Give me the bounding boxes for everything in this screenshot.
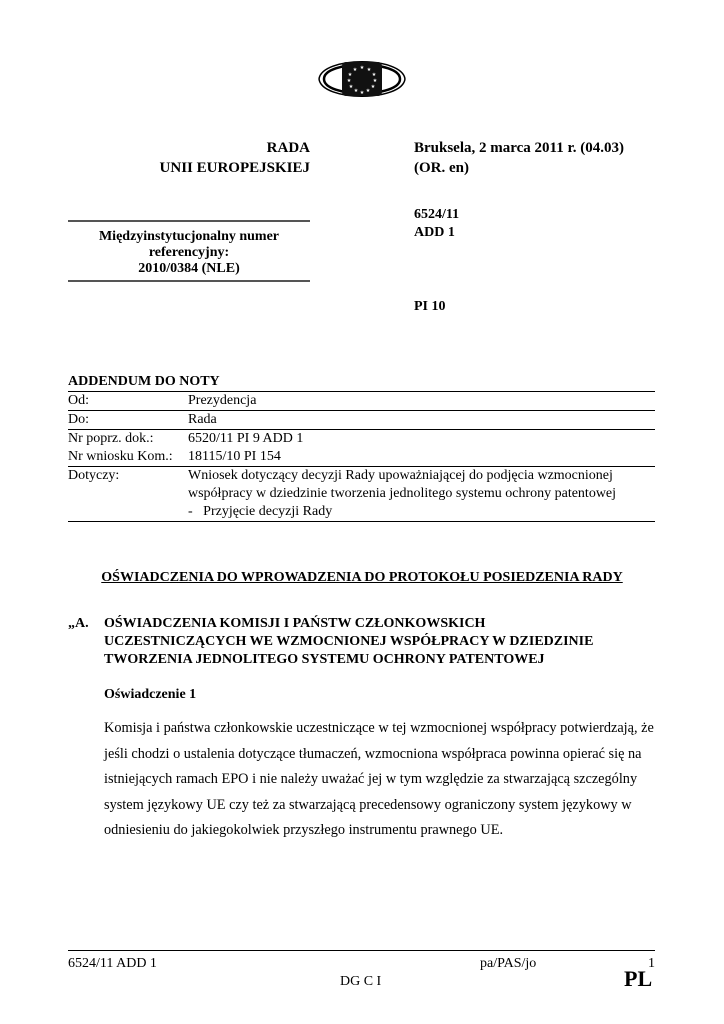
svg-text:★: ★ [365, 88, 371, 94]
interinst-line-1: Międzyinstytucjonalny numer [98, 229, 280, 244]
table-row [68, 392, 655, 411]
svg-text:★: ★ [370, 84, 376, 90]
svg-text:★: ★ [348, 84, 354, 90]
row-subvalue: - Przyjęcie decyzji Rady [188, 504, 333, 519]
addendum-title: ADDENDUM DO NOTY [68, 374, 220, 389]
interinst-line-3: 2010/0384 (NLE) [138, 261, 240, 276]
main-heading: OŚWIADCZENIA DO WPROWADZENIA DO PROTOKOŁU POSIEDZENIA RADY [101, 570, 623, 585]
svg-text:★: ★ [359, 90, 365, 96]
document-code: PI 10 [414, 299, 446, 314]
row-value: 18115/10 PI 154 [188, 449, 281, 464]
declaration-body: Komisja i państwa członkowskie uczestniczące w tej wzmocnionej współpracy potwierdzają, że jeśli chodzi o ustalenia dotyczące tłumaczeń, wzmocniona współpraca powinna opierać się na istniejących ramach EPO i nie należy uważać jej w tym względzie za stwarzającą szczególny system językowy UE czy też za stwarzającą precedensowy ograniczony system językowy w odniesieniu do jakiegokolwiek przyszłego instrumentu prawnego UE. [104, 720, 654, 838]
footer-divider [68, 950, 655, 951]
table-row [68, 430, 655, 449]
svg-text:★: ★ [366, 67, 372, 73]
row-label: Do: [68, 411, 188, 430]
section-title-line-1: OŚWIADCZENIA KOMISJI I PAŃSTW CZŁONKOWSKICH [104, 616, 486, 631]
svg-text:★: ★ [371, 72, 377, 78]
document-number [414, 206, 459, 242]
interinst-line-2: referencyjny: [148, 245, 230, 260]
row-label: Nr wniosku Kom.: [68, 449, 173, 464]
place-date-line-2: (OR. en) [414, 160, 469, 176]
table-row [68, 411, 655, 430]
section-title-line-2: UCZESTNICZĄCYCH WE WZMOCNIONEJ WSPÓŁPRACY W DZIEDZINIE [104, 634, 594, 649]
table-row [68, 467, 655, 522]
svg-text:★: ★ [346, 78, 352, 84]
svg-text:★: ★ [352, 67, 358, 73]
row-value: Prezydencja [188, 392, 655, 411]
place-date [414, 138, 624, 178]
declaration-title: Oświadczenie 1 [104, 687, 197, 702]
row-label: Od: [68, 392, 188, 411]
council-line-2: UNII EUROPEJSKIEJ [159, 160, 310, 176]
footer-language-code: PL [624, 966, 653, 991]
place-date-line-1: Bruksela, 2 marca 2011 r. (04.03) [414, 140, 624, 156]
footer-author: pa/PAS/jo [480, 956, 537, 971]
table-row [68, 448, 655, 467]
svg-text:★: ★ [372, 78, 378, 84]
row-label: Nr poprz. dok.: [68, 430, 188, 449]
metadata-table [68, 391, 655, 522]
svg-text:★: ★ [353, 88, 359, 94]
row-value: 6520/11 PI 9 ADD 1 [188, 430, 655, 449]
eu-council-logo-icon [318, 54, 406, 104]
svg-text:★: ★ [359, 65, 365, 71]
svg-text:★: ★ [347, 72, 353, 78]
footer-reference: 6524/11 ADD 1 [68, 956, 157, 971]
row-value-group [188, 467, 655, 522]
section-title-line-3: TWORZENIA JEDNOLITEGO SYSTEMU OCHRONY PATENTOWEJ [104, 652, 545, 667]
document-addendum: ADD 1 [414, 225, 455, 240]
section-label: „A. [68, 616, 89, 631]
document-number-value: 6524/11 [414, 207, 460, 222]
council-name [68, 138, 310, 178]
footer-page-number: 1 [648, 956, 655, 971]
council-line-1: RADA [266, 140, 310, 156]
row-value: Rada [188, 411, 655, 430]
interinstitutional-box [68, 220, 310, 282]
row-value: Wniosek dotyczący decyzji Rady upoważniającej do podjęcia wzmocnionej współpracy w dziedzinie tworzenia jednolitego systemu ochrony patentowej [188, 468, 617, 501]
footer-dg: DG C I [340, 974, 382, 989]
row-label: Dotyczy: [68, 467, 188, 522]
section-title [104, 615, 664, 669]
